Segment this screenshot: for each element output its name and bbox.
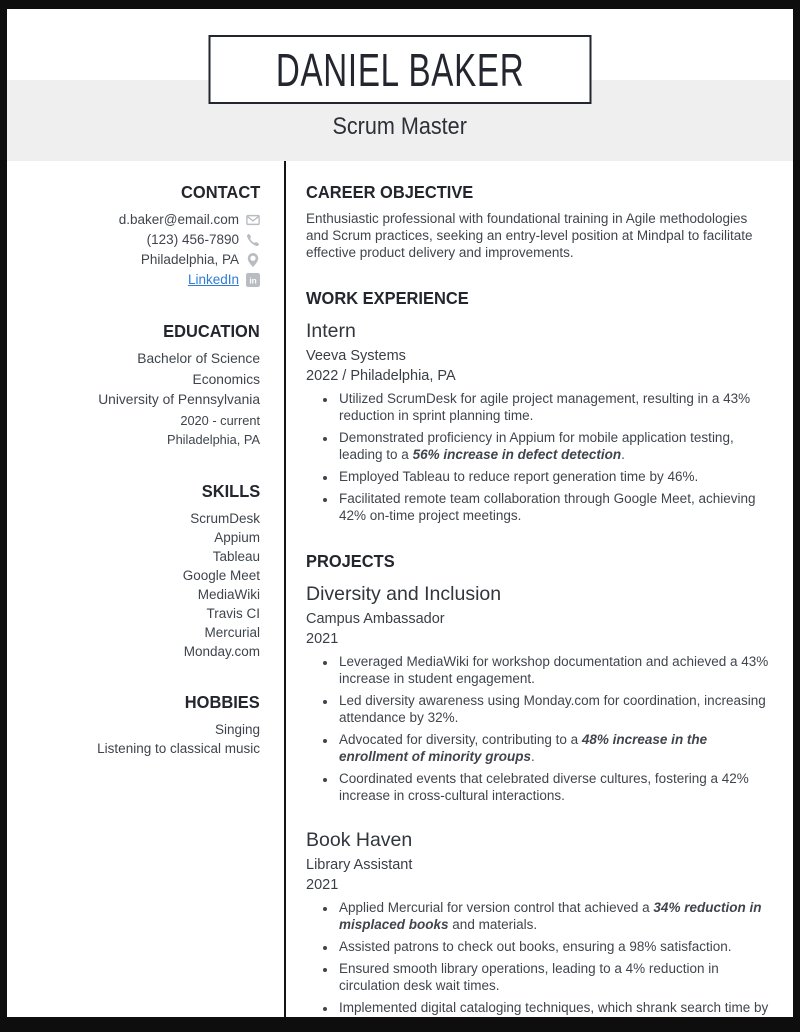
projects-section — [306, 551, 769, 1032]
project-title: Diversity and Inclusion — [306, 583, 502, 605]
job-bullet: • Utilized ScrumDesk for agile project management, resulting in a 43% reduction in sprint planning time. — [337, 390, 769, 424]
project-subtitle: Campus Ambassador — [306, 611, 445, 627]
project-bullet: • Assisted patrons to check out books, ensuring a 98% satisfaction. — [337, 938, 769, 955]
contact-heading: CONTACT — [180, 182, 260, 202]
education-location: Philadelphia, PA — [167, 432, 260, 447]
education-school: University of Pennsylvania — [98, 392, 260, 407]
skills-list — [17, 509, 260, 661]
skill-item: Monday.com — [183, 643, 260, 659]
resume-body — [7, 161, 793, 1032]
linkedin-link[interactable]: LinkedIn — [187, 272, 239, 287]
contact-section — [17, 182, 260, 290]
career-objective-heading: CAREER OBJECTIVE — [306, 182, 474, 202]
work-experience-section — [306, 288, 769, 524]
resume-header — [7, 9, 793, 161]
contact-item-text: d.baker@email.com — [118, 212, 239, 227]
candidate-title-wrap — [7, 113, 793, 142]
projects-heading: PROJECTS — [306, 551, 395, 571]
hobbies-list — [17, 720, 260, 758]
phone-icon — [246, 233, 260, 247]
project-dateline: 2021 — [306, 631, 339, 647]
linkedin-icon — [246, 273, 260, 287]
project-bullet: • Led diversity awareness using Monday.com for coordination, increasing attendance by 32%. — [337, 692, 769, 726]
project-subtitle: Library Assistant — [306, 857, 413, 873]
education-heading: EDUCATION — [163, 321, 260, 341]
mail-icon — [246, 213, 260, 227]
svg-text:in: in — [249, 275, 257, 286]
job-entry — [306, 319, 769, 524]
education-degree: Bachelor of Science — [137, 351, 260, 366]
project-dateline: 2021 — [306, 877, 339, 893]
skill-item: Mercurial — [204, 624, 260, 640]
project-bullet: • Advocated for diversity, contributing to a 48% increase in the enrollment of minority groups. — [337, 731, 769, 765]
skill-item: Appium — [214, 529, 260, 545]
project-bullets — [306, 899, 769, 1032]
skill-item: Tableau — [212, 548, 260, 564]
skill-item: MediaWiki — [197, 586, 260, 602]
career-objective-text: Enthusiastic professional with foundational training in Agile methodologies and Scrum practices, seeking an entry-level position at Mindpal to facilitate effective product delivery and improvements. — [306, 211, 753, 260]
education-dates: 2020 - current — [180, 412, 260, 428]
hobbies-heading: HOBBIES — [185, 691, 260, 712]
main-column — [286, 161, 793, 1032]
work-experience-heading: WORK EXPERIENCE — [306, 288, 469, 308]
project-bullet: • Applied Mercurial for version control that achieved a 34% reduction in misplaced books and materials. — [337, 899, 769, 933]
contact-item-text: (123) 456-7890 — [146, 232, 239, 247]
job-bullet: • Employed Tableau to reduce report generation time by 46%. — [337, 468, 769, 485]
project-bullet: • Implemented digital cataloging techniques, which shrank search time by 43%. — [337, 999, 769, 1032]
contact-item — [17, 270, 260, 290]
project-bullet: • Ensured smooth library operations, leading to a 4% reduction in circulation desk wait times. — [337, 960, 769, 994]
contact-list — [17, 210, 260, 290]
project-bullets — [306, 653, 769, 804]
skills-heading: SKILLS — [201, 480, 260, 501]
candidate-title: Scrum Master — [332, 113, 468, 140]
skill-item: Travis CI — [206, 605, 260, 621]
hobby-item: Listening to classical music — [97, 740, 260, 756]
hobbies-section — [17, 692, 260, 758]
job-dateline: 2022 / Philadelphia, PA — [306, 368, 456, 384]
education-field: Economics — [192, 371, 260, 387]
job-bullet: • Demonstrated proficiency in Appium for mobile application testing, leading to a 56% increase in defect detection. — [337, 429, 769, 463]
job-subtitle: Veeva Systems — [306, 348, 406, 364]
career-objective-section — [306, 182, 769, 261]
contact-item — [17, 230, 260, 250]
education-section — [17, 321, 260, 450]
location-icon — [246, 253, 260, 267]
project-bullet: • Coordinated events that celebrated diverse cultures, fostering a 42% increase in cross-cultural interactions. — [337, 770, 769, 804]
skill-item: Google Meet — [182, 567, 260, 583]
hobby-item: Singing — [214, 721, 260, 737]
job-bullets — [306, 390, 769, 524]
projects-container — [306, 582, 769, 1032]
project-bullet: • Leveraged MediaWiki for workshop documentation and achieved a 43% increase in student engagement. — [337, 653, 769, 687]
project-title: Book Haven — [306, 829, 413, 851]
sidebar — [7, 161, 286, 1017]
jobs-container — [306, 319, 769, 524]
name-box — [209, 35, 592, 104]
contact-item — [17, 210, 260, 230]
job-bullet: • Facilitated remote team collaboration through Google Meet, achieving 42% on-time project meetings. — [337, 490, 769, 524]
project-entry — [306, 828, 769, 1032]
project-entry — [306, 582, 769, 804]
skills-section — [17, 481, 260, 661]
candidate-name: DANIEL BAKER — [275, 43, 525, 96]
contact-item — [17, 250, 260, 270]
skill-item: ScrumDesk — [190, 510, 260, 526]
job-title: Intern — [306, 320, 356, 342]
contact-item-text: Philadelphia, PA — [140, 252, 239, 267]
